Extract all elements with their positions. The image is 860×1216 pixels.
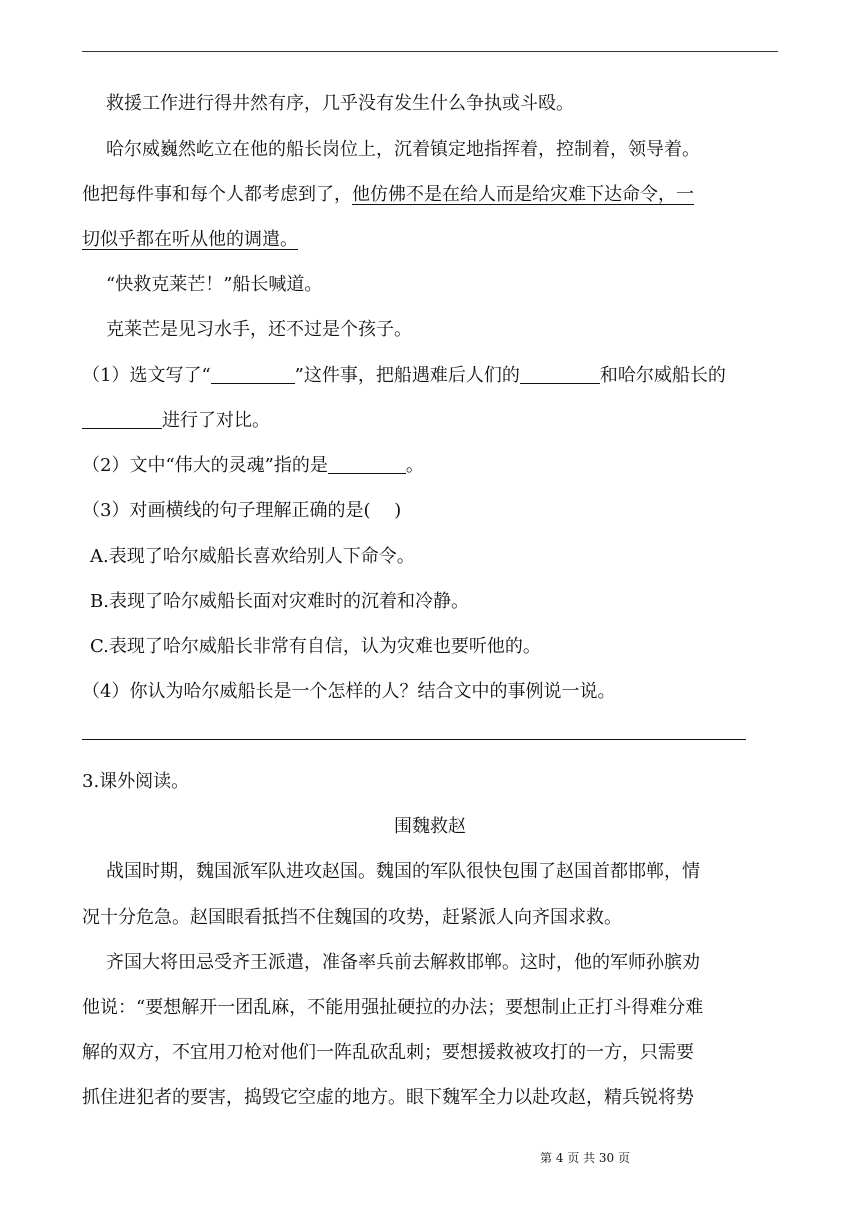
answer-line[interactable] — [82, 739, 746, 740]
answer-blank[interactable] — [82, 410, 162, 429]
answer-blank[interactable] — [328, 455, 406, 474]
section-3-heading: 3.课外阅读。 — [82, 771, 190, 792]
underlined-sentence: 他仿佛不是在给人而是给灾难下达命令，一 — [352, 184, 694, 205]
underlined-sentence-continued: 切似乎都在听从他的调遣。 — [82, 229, 298, 250]
reading-paragraph-1-line-1: 战国时期，魏国派军队进攻赵国。魏国的军队很快包围了赵国首都邯郸，情 — [106, 861, 700, 882]
page-number: 第 4 页 共 30 页 — [540, 1151, 630, 1165]
reading-paragraph-2-line-3: 解的双方，不宜用刀枪对他们一阵乱砍乱刺；要想援救被攻打的一方，只需要 — [82, 1042, 694, 1063]
reading-paragraph-2-line-4: 抓住进犯者的要害，捣毁它空虚的地方。眼下魏军全力以赴攻赵，精兵锐将势 — [82, 1087, 694, 1108]
passage-paragraph-3: “快救克莱芒！”船长喊道。 — [106, 274, 323, 295]
question-1 — [82, 364, 726, 388]
question-2-text: （2）文中“伟大的灵魂”指的是 — [82, 455, 328, 476]
option-a: A.表现了哈尔威船长喜欢给别人下命令。 — [90, 546, 415, 567]
question-3: （3）对画横线的句子理解正确的是( ) — [82, 500, 402, 521]
reading-paragraph-2-line-1: 齐国大将田忌受齐王派遣，准备率兵前去解救邯郸。这时，他的军师孙膑劝 — [106, 952, 700, 973]
question-1-text: ”这件事，把船遇难后人们的 — [294, 365, 520, 386]
question-1-text: 进行了对比。 — [162, 410, 270, 431]
question-1-continued — [82, 409, 270, 433]
answer-blank[interactable] — [520, 365, 600, 384]
reading-title: 围魏救赵 — [394, 816, 466, 837]
question-2-text: 。 — [405, 455, 424, 476]
header-rule — [82, 51, 778, 52]
passage-paragraph-4: 克莱芒是见习水手，还不过是个孩子。 — [106, 319, 412, 340]
passage-paragraph-1: 救援工作进行得井然有序，几乎没有发生什么争执或斗殴。 — [106, 93, 574, 114]
reading-paragraph-2-line-2: 他说：“要想解开一团乱麻，不能用强扯硬拉的办法；要想制止正打斗得难分难 — [82, 997, 704, 1018]
reading-paragraph-1-line-2: 况十分危急。赵国眼看抵挡不住魏国的攻势，赶紧派人向齐国求救。 — [82, 907, 622, 928]
option-b: B.表现了哈尔威船长面对灾难时的沉着和冷静。 — [90, 591, 469, 612]
passage-paragraph-2-line-1: 哈尔威巍然屹立在他的船长岗位上，沉着镇定地指挥着，控制着，领导着。 — [106, 139, 700, 160]
option-c: C.表现了哈尔威船长非常有自信，认为灾难也要听他的。 — [90, 636, 541, 657]
answer-blank[interactable] — [211, 365, 295, 384]
question-1-text: 和哈尔威船长的 — [599, 365, 726, 386]
question-1-text: （1）选文写了“ — [82, 365, 211, 386]
passage-paragraph-2-line-2 — [82, 183, 694, 207]
question-2 — [82, 454, 424, 478]
question-4: （4）你认为哈尔威船长是一个怎样的人？结合文中的事例说一说。 — [82, 681, 616, 702]
passage-text: 他把每件事和每个人都考虑到了， — [82, 184, 352, 205]
